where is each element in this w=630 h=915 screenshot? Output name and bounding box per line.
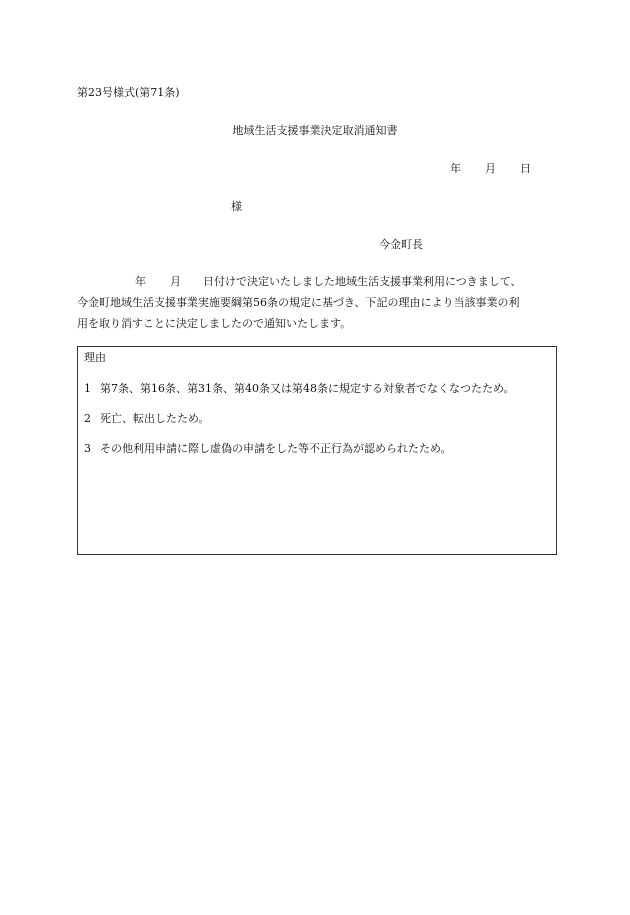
body-line-2: 今金町地域生活支援事業実施要綱第56条の規定に基づき、下記の理由により当該事業の利	[77, 296, 520, 309]
issuer-name: 今金町長	[379, 238, 423, 251]
reason-text: 第7条、第16条、第31条、第40条又は第48条に規定する対象者でなくなつたため。	[100, 382, 515, 395]
date-month: 月	[485, 162, 496, 175]
reason-item-3	[84, 440, 452, 456]
reason-label: 理由	[84, 351, 106, 364]
body-month: 月	[170, 275, 181, 288]
reason-text: その他利用申請に際し虚偽の申請をした等不正行為が認められたため。	[100, 442, 452, 455]
reason-number: 3	[84, 442, 91, 455]
document-title: 地域生活支援事業決定取消通知書	[232, 124, 398, 137]
reason-item-2	[84, 410, 210, 426]
body-line-1-text: 日付けで決定いたしました地域生活支援事業利用につきまして、	[203, 275, 522, 288]
body-paragraph	[77, 271, 557, 334]
recipient-line: 様	[231, 200, 242, 213]
date-day: 日	[520, 162, 531, 175]
reason-box	[77, 346, 557, 555]
form-number: 第23号様式(第71条)	[77, 86, 180, 99]
reason-number: 2	[84, 412, 91, 425]
body-line-3: 用を取り消すことに決定しましたので通知いたします。	[77, 317, 352, 330]
reason-number: 1	[84, 382, 91, 395]
date-year: 年	[450, 162, 461, 175]
body-year: 年	[135, 275, 146, 288]
reason-text: 死亡、転出したため。	[100, 412, 210, 425]
reason-item-1	[84, 380, 515, 396]
date-line	[450, 160, 531, 176]
body-line-1	[77, 271, 557, 292]
